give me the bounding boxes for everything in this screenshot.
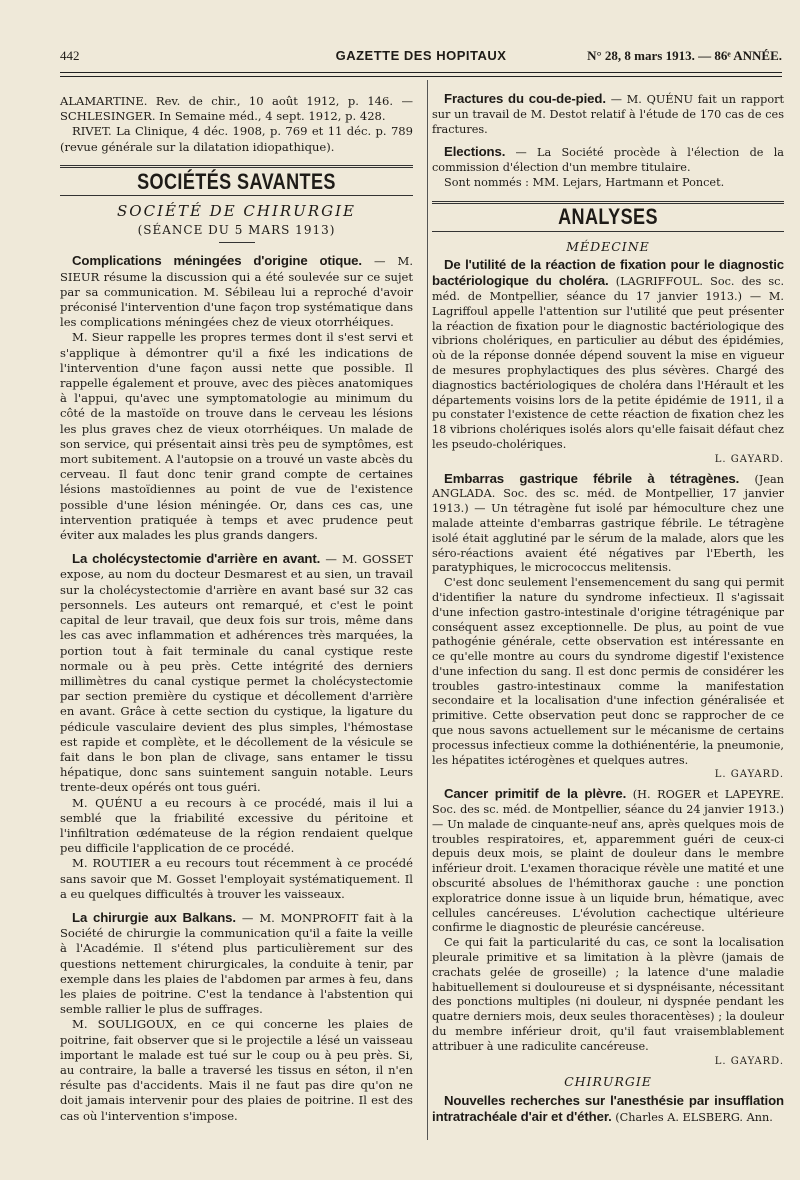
article-title: De l'utilité de la réaction de fixation pour le diagnostic bactériologique du choléra.	[432, 257, 784, 289]
issue-info: N° 28, 8 mars 1913. — 86ᵉ ANNÉE.	[587, 48, 782, 63]
article-title: Complications méningées d'origine otique.	[72, 253, 362, 269]
article-paragraph: Sont nommés : MM. Lejars, Hartmann et Poncet.	[444, 175, 725, 189]
section-title: ANALYSES	[558, 203, 658, 229]
article-text: — M. QUÉNU fait un rapport sur un travail de M. Destot relatif à l'étude de 170 cas de ces fractures.	[432, 93, 784, 136]
article-paragraph	[60, 910, 413, 1017]
article-text: — M. MONPROFIT fait à la Société de chirurgie la communication qu'il a faite la veille à l'Académie. Il s'étend plus particulièrement sur des questions nettement chirurgicales, la conduite à tenir, par exemple dans les plaies de l'abdomen par armes à feu, dans les plaies de poitrine. C'est la tendance à l'abstention qui semble rallier le plus de suffrages.	[60, 910, 413, 1017]
divider	[219, 242, 255, 243]
article-paragraph: C'est donc seulement l'ensemencement du sang qui permit d'identifier la nature du syndrome infectieux. Il s'agissait d'une infection gastro-intestinale d'origine tétragénique par conséquent assez exceptionnelle. De plus, au point de vue pathogénie générale, cette observation est intéressante en ce qu'elle montre au cours du syndrome digestif l'existence d'une infection du sang. Il est donc permis de considérer les troubles gastro-intestinaux comme la manifestation secondaire et la localisation d'une infection généralisée et primitive. Cette observation peut donc se rapprocher de ce que nous savons actuellement sur le mécanisme de certains processus infectieux comme la dothiénentérie, la pneumonie, les hépatites ictérogènes et quelques autres.	[432, 576, 784, 767]
article-title: Elections.	[444, 144, 506, 160]
article-title: Cancer primitif de la plèvre.	[444, 786, 627, 802]
article-paragraph	[60, 551, 413, 795]
column-divider	[427, 80, 428, 1140]
article-title: La chirurgie aux Balkans.	[72, 909, 236, 925]
category-title: CHIRURGIE	[564, 1074, 652, 1090]
journal-title: GAZETTE DES HOPITAUX	[335, 48, 507, 63]
author-signature: L. GAYARD.	[714, 1055, 784, 1067]
author-signature: L. GAYARD.	[714, 453, 784, 465]
article-title: Nouvelles recherches sur l'anesthésie par insufflation intratrachéale d'air et d'éther.	[432, 1093, 784, 1124]
society-title: SOCIÉTÉ DE CHIRURGIE	[117, 202, 356, 221]
left-column	[60, 94, 413, 1124]
article-text: (Jean ANGLADA. Soc. des sc. méd. de Montpellier, 17 janvier 1913.) — Un tétragène fut isolé par hémoculture chez une malade atteinte d'embarras gastrique fébrile. Le tétragène isolé était agglutiné par le sérum de la malade, alors que les séro-réactions avaient été négatives par l'Eberth, les paratyphiques, le micrococcus melitensis.	[432, 472, 784, 575]
article-text: (H. ROGER et LAPEYRE. Soc. des sc. méd. de Montpellier, séance du 24 janvier 1913.) — Un malade de cinquante-neuf ans, après quelques mois de troubles respiratoires, et, apparemment guéri de ceux-ci depuis deux mois, se plaint de douleur dans le membre inférieur droit. L'examen thoracique révèle une matité et une obscurité absolues de l'hémithorax gauche : une ponction exploratrice donne issue à un liquide brun, hématique, avec cellules cancéreuses. L'évolution cachectique ultérieure confirme le diagnostic de pleurésie cancéreuse.	[432, 788, 784, 935]
section-title: SOCIÉTÉS SAVANTES	[137, 168, 336, 194]
article-paragraph	[432, 787, 784, 936]
author-signature: L. GAYARD.	[714, 769, 784, 781]
header-rule	[60, 72, 782, 73]
page-header	[60, 48, 782, 68]
article-paragraph	[60, 253, 413, 330]
article-paragraph	[432, 1094, 784, 1126]
article-text: — M. SIEUR résume la discussion qui a été soulevée sur ce sujet par sa communication. M. Sébileau lui a reproché d'avoir préconisé l'intervention d'une façon trop systématique dans les complications méningées chez de vieux otorrhéiques.	[60, 254, 414, 330]
article-paragraph: M. QUÉNU a eu recours à ce procédé, mais il lui a semblé que la friabilité excessive du péritoine et l'infiltration œdémateuse de la région rendaient quelque peu difficile l'application de ce procédé.	[60, 795, 413, 856]
article-paragraph	[432, 92, 784, 137]
article-title: La cholécystectomie d'arrière en avant.	[72, 551, 321, 567]
article-text: (Charles A. ELSBERG. Ann.	[615, 1111, 773, 1124]
article-paragraph: M. Sieur rappelle les propres termes dont il s'est servi et s'applique à démontrer qu'il a fixé les indications de l'intervention d'une façon aussi nette que possible. Il rappelle également et prouve, avec des pièces anatomiques à l'appui, qu'avec une symptomatologie au minimum du côté de la mastoïde on trouve dans le cerveau les lésions les plus graves chez de vieux otorrhéiques. Un malade de son service, qui présentait ainsi très peu de symptômes, est mort subitement. A l'autopsie on a trouvé un vaste abcès du cerveau. Il faut donc tenir grand compte de certaines lésions mastoïdiennes au point de vue de l'existence possible d'une lésion méningée. Or, dans ces cas, une intervention pratiquée à temps et avec prudence peut éviter aux malades les plus grands dangers.	[60, 330, 413, 543]
section-header-box	[432, 201, 784, 232]
section-header-box	[60, 165, 413, 196]
article-text: — M. GOSSET expose, au nom du docteur Desmarest et au sien, un travail sur la cholécystectomie d'arrière en avant basé sur 32 cas personnels. Les auteurs ont remarqué, et c'est le point capital de leur travail, que deux fois sur trois, même dans les cas avec inflammation et adhérences très marquées, la portion tout à fait terminale du canal cystique reste normale ou à peu près. Cette intégrité des derniers millimètres du canal cystique permet la cholécystectomie par section première du cystique et décollement d'arrière en avant. Grâce à cette section du cystique, la ligature du pédicule vasculaire devient des plus simples, l'hémostase est rapide et complète, et le décollement de la vésicule se fait dans le bon plan de clivage, sans entamer le tissu hépatique, donc sans suintement sanguin notable. Leurs trente-deux opérés ont tous guéri.	[60, 552, 413, 795]
seance-date: (SÉANCE DU 5 MARS 1913)	[137, 223, 336, 238]
right-column	[432, 92, 784, 1126]
article-title: Embarras gastrique fébrile à tétragènes.	[444, 470, 740, 486]
reference-text: ALAMARTINE. Rev. de chir., 10 août 1912, p. 146. — SCHLESINGER. In Semaine méd., 4 sept. 1912, p. 428.	[60, 94, 413, 124]
article-text: (LAGRIFFOUL. Soc. des sc. méd. de Montpellier, séance du 17 janvier 1913.) — M. Lagriffoul appelle l'attention sur l'utilité que peut présenter la réaction de fixation pour le diagnostic bactériologique des vibrions cholériques, en particulier au début des épidémies, où de la réponse donnée dépend souvent la mise en vigueur de mesures prophylactiques des plus sévères. Chargé des diagnostics bactériologiques de choléra dans l'Hérault et les départements voisins lors de la petite épidémie de 1911, il a pu constater l'existence de cette réaction de fixation chez les 18 vibrions cholériques isolés alors qu'elle faisait défaut chez les pseudo-cholériques.	[432, 275, 785, 451]
article-paragraph	[432, 145, 784, 176]
reference-text: RIVET. La Clinique, 4 déc. 1908, p. 769 et 11 déc. p. 789 (revue générale sur la dilatation idiopathique).	[60, 124, 413, 154]
category-title: MÉDECINE	[566, 238, 650, 254]
article-paragraph: M. ROUTIER a eu recours tout récemment à ce procédé sans savoir que M. Gosset l'employait systématiquement. Il a eu quelques difficultés à trouver les vaisseaux.	[60, 856, 413, 901]
page-number: 442	[60, 48, 80, 63]
article-text: — La Société procède à l'élection de la commission d'élection d'un membre titulaire.	[432, 146, 784, 175]
article-paragraph: M. SOULIGOUX, en ce qui concerne les plaies de poitrine, fait observer que si le projectile a lésé un vaisseau important le malade est tué sur le coup ou à peu près. Si, au contraire, la balle a traversé les tissus en séton, il n'en résulte pas d'accidents. Mais il ne faut pas dire qu'on ne doit jamais intervenir pour des plaies de poitrine. Il est des cas où l'intervention s'impose.	[60, 1017, 413, 1123]
article-paragraph	[432, 472, 784, 577]
article-title: Fractures du cou-de-pied.	[444, 91, 606, 106]
header-rule-2	[60, 76, 782, 77]
article-paragraph: Ce qui fait la particularité du cas, ce sont la localisation pleurale primitive et sa limitation à la plèvre (jamais de crachats gelée de groseille) ; la latence d'une maladie habituellement si douloureuse et si dyspnéisante, nécessitant des ponctions multiples (ni douleur, ni dyspnée pendant les quatre derniers mois, deux seules thoracentèses) ; la douleur du membre inférieur droit, qu'il faut vraisemblablement attribuer à une radiculite cancéreuse.	[432, 936, 784, 1053]
article-paragraph	[432, 258, 784, 452]
